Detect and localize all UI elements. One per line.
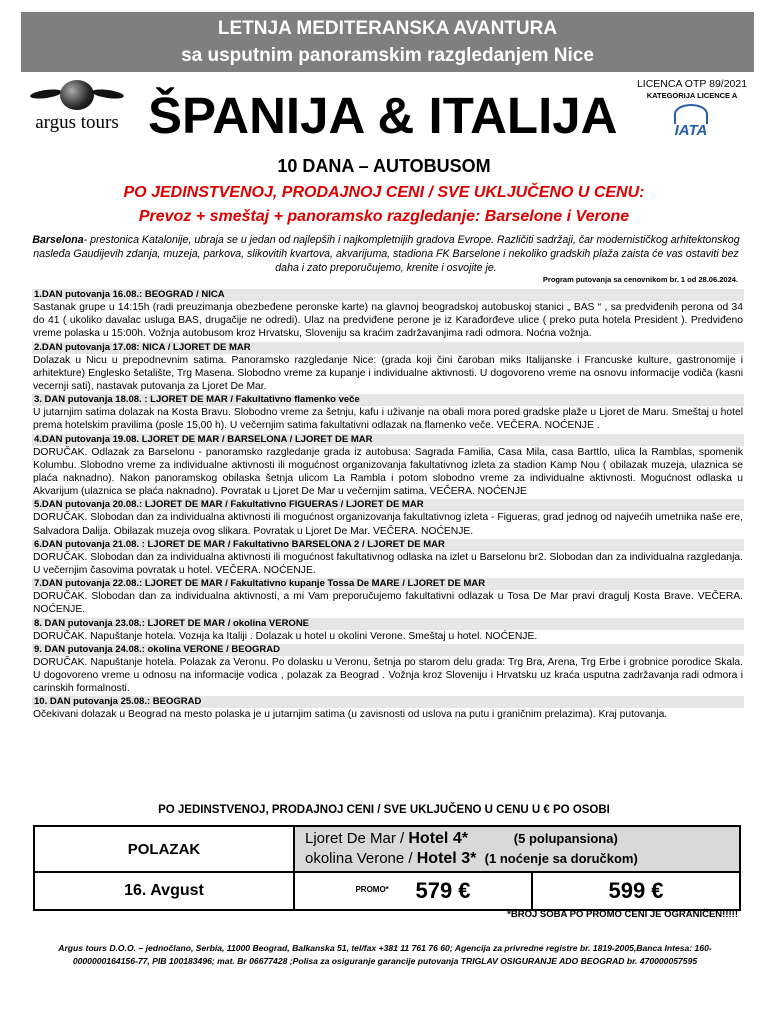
- regular-price: 599 €: [608, 878, 664, 903]
- logo-brand-text: argus tours: [35, 112, 119, 133]
- intro-paragraph: [32, 233, 740, 275]
- day-10-title: 10. DAN putovanja 25.08.: BEOGRAD: [32, 696, 744, 708]
- hotel-2-board: (1 noćenje sa doručkom): [484, 851, 638, 866]
- day-8-text: DORUČAK. Napuštanje hotela. Vozнja ka Italiji . Dolazak u hotel u okolini Verone. Smeštaj u hotel. NOĆENJE.: [33, 630, 538, 642]
- day-7-text: DORUČAK. Slobodan dan za individualna aktivnosti, a mi Vam preporučujemo fakultativni odlazak u Tosa De Mar pravi dragulj Kosta Brave. VEČERA. NOĆENJE.: [33, 591, 743, 616]
- banner-line-1: LETNJA MEDITERANSKA AVANTURA: [217, 18, 558, 39]
- header-banner: [21, 12, 754, 72]
- day-6-text: DORUČAK. Slobodan dan za individualna aktivnosti ili mogućnost fakultativnog odlaska na izlet u Barselonu br2. Slobodan dan za individualna razgledanja. U večernjim časovima povratak u hotel. VEČERA. NOĆENJE.: [33, 551, 743, 577]
- day-9-text: DORUČAK. Napuštanje hotela. Polazak za Veronu. Po dolasku u Veronu, šetnja po starom delu grada: Trg Bra, Arena, Trg Erbe i grobnice porodice Skala. U dogovoreno vreme u odnosu na informacije vodica , polazak za Beograd . Vožnja kroz Sloveniju i Hrvatsku uz kraća usputna zadržavanja radi odmora i carinskih formalnosti.: [33, 656, 743, 695]
- intro-text: - prestonica Katalonije, ubraja se u jedan od najlepših i najkompletnijih gradova Evrope. Različiti sadržaji, čar modernističkog arhitektonskog nasleđa Gaudijevih zdanja, muzeja, parkova, slikovitih kvartova, akvarijuma, stadiona FK Barselone i nekoliko gradskih plaža zaista će vas ostaviti bez daha i zato preporučujemo, krenite i osvojite je.: [33, 234, 740, 274]
- hotel-2-name: Hotel 3*: [416, 850, 477, 867]
- day-3-title: 3. DAN putovanja 18.08. : LJORET DE MAR / Fakultativno flamenko veče: [32, 394, 744, 406]
- hotel-1: [305, 829, 739, 849]
- price-heading: PO JEDINSTVENOJ, PRODAJNOJ CENI / SVE UKLJUČENO U CENU U € PO OSOBI: [158, 804, 610, 816]
- promo-label: PROMO*: [355, 885, 389, 894]
- hotel-1-name: Hotel 4*: [408, 830, 468, 847]
- license-category: KATEGORIJA LICENCE A: [646, 91, 738, 100]
- price-table: [33, 825, 741, 911]
- day-1-title: 1.DAN putovanja 16.08.: BEOGRAD / NICA: [32, 289, 744, 301]
- logo-wing-left: [30, 88, 63, 100]
- day-1-text: Sastanak grupe u 14:15h (radi preuzimanja obezbeđene peronske karte) na glavnoj beogradskoj autobuskoj stanici „ BAS “ , sa predviđenih perona od 34 do 41 ( ukoliko davalac usluga BAS, drugačije ne odredi). Ulaz na predviđene perone je iz Karađorđeve ulice ( preko puta hotela President ). Predviđeno vreme polaska u 15:00h. Vožnja autobusom kroz Hrvatsku, Sloveniju sa kraćim zadržavanjima radi odmora. Noćna vožnja.: [33, 302, 743, 340]
- license-number: LICENCA OTP 89/2021: [636, 78, 748, 90]
- departure-header: POLAZAK: [34, 826, 294, 872]
- day-6-title: 6.DAN putovanja 21.08. : LJORET DE MAR / Fakultativno BARSELONA 2 / LJORET DE MAR: [32, 539, 744, 551]
- trip-duration: 10 DANA – AUTOBUSOM: [277, 156, 491, 176]
- company-footer: Argus tours D.O.O. – jednočlano, Serbia, 11000 Beograd, Balkanska 51, tel/fax +381 11 761 76 60; Agencija za privredne registre br. 1819-2005,Banca Intesa: 160-0000000164156-77, PIB 100183496; mat. Br 06677428 ;Polisa za osiguranje garancije putovanja TRIGLAV OSIGURANJE ADO BEOGRAD br. 470000057595: [58, 943, 712, 966]
- page-title: ŠPANIJA & ITALIJA: [148, 87, 618, 144]
- day-7-title: 7.DAN putovanja 22.08.: LJORET DE MAR / Fakultativno kupanje Tossa De MARE / LJORET DE MAR: [32, 578, 744, 590]
- regular-price-cell: [532, 872, 740, 910]
- argus-tours-logo: [22, 76, 132, 136]
- rooms-limited-note: *BROJ SOBA PO PROMO CENI JE OGRANIČEN!!!!!: [507, 909, 738, 920]
- banner-line-2: sa usputnim panoramskim razgledanjem Nice: [181, 45, 594, 66]
- day-9-title: 9. DAN putovanja 24.08.: okolina VERONE / BEOGRAD: [32, 644, 744, 656]
- intro-bold: Barselona: [32, 234, 84, 246]
- iata-globe-icon: [674, 104, 708, 124]
- day-4-text: DORUČAK. Odlazak za Barselonu - panoramsko razgledanje grada iz autobusa: Sagrada Familia, Casa Mila, casa Barttlo, ulica la Ramblas, spomenik Kolumbu. Slobodno vreme za individualne aktivnosti ili mogućnost organizovanja fakultativnog izleta za stadion Kamp Nou ( obilazak muzeja, ulaznica se plaća naknadno). Nakon panoramskog obilaska šetnja ulicom La Rambla i potom slobodno vreme za individualne aktivnosti. Mogućnost odlaska u Akvarijum (ulaznica se plaća naknadno). Povratak u Ljoret De Mar u večernjim satima. VEČERA. NOĆENJE: [33, 446, 743, 498]
- day-2-title: 2.DAN putovanja 17.08: NICA / LJORET DE MAR: [32, 342, 744, 354]
- hotel-1-board: (5 polupansiona): [513, 831, 618, 846]
- license-info: [632, 78, 752, 102]
- day-4-title: 4.DAN putovanja 19.08. LJORET DE MAR / BARSELONA / LJORET DE MAR: [32, 434, 744, 446]
- iata-text: IATA: [674, 122, 708, 139]
- hotel-1-place: Ljoret De Mar /: [305, 830, 409, 847]
- day-2-text: Dolazak u Nicu u prepodnevnim satima. Panoramsko razgledanje Nice: (grada koji čini čaroban miks Italijanske i Francuske kulture, gastronomije i arhitekture) Englesko šetalište, Trg Masena. Slobodno vreme za kupanje i individualne aktivnosti. U dogovoreno vreme na osnovu informacije vodiča (kasni vecernji sati), nastavak putovanja za Ljoret De Mar.: [33, 354, 743, 393]
- day-8-title: 8. DAN putovanja 23.08.: LJORET DE MAR / okolina VERONE: [32, 618, 744, 630]
- itinerary: [32, 288, 744, 722]
- hotel-2: [305, 849, 739, 869]
- departure-date: 16. Avgust: [34, 872, 294, 910]
- hotel-2-place: okolina Verone /: [305, 850, 417, 867]
- day-5-text: DORUČAK. Slobodan dan za individualna aktivnosti ili mogućnost organizovanja fakultativnog izleta - Figueras, grad jednog od najvećih umetnika naše ere, Salvadora Dalija. Obilazak muzeja ovog slikara. Povratak u Ljoret De Mar. VEČERA. NOĆENJE.: [33, 512, 743, 537]
- day-10-text: Očekivani dolazak u Beograd na mesto polaska je u jutarnjim satima (u zavisnosti od uslova na putu i graničnim prelazima). Kraj putovanja.: [33, 709, 668, 721]
- iata-logo: [660, 104, 722, 138]
- logo-wing-right: [92, 88, 125, 100]
- hotel-info-cell: [294, 826, 740, 872]
- day-3-text: U jutarnjim satima dolazak na Kosta Bravu. Slobodno vreme za šetnju, kafu i uživanje na obali mora pored gradske plaže u Ljoret de Maru. Smeštaj u hotel prema hotelskim pravilima (posle 15,00 h). U večernjim satima fakultativni odlazak na flamenko veče. VEČERA. NOĆENJE .: [33, 407, 743, 432]
- promo-line: PO JEDINSTVENOJ, PRODAJNOJ CENI / SVE UKLJUČENO U CENU:: [123, 184, 645, 201]
- logo-globe: [60, 80, 94, 110]
- promo-price: 579 €: [415, 878, 471, 903]
- day-5-title: 5.DAN putovanja 20.08.: LJORET DE MAR / Fakultativno FIGUERAS / LJORET DE MAR: [32, 499, 744, 511]
- includes-line: Prevoz + smeštaj + panoramsko razgledanje: Barselone i Verone: [138, 208, 630, 225]
- program-note: Program putovanja sa cenovnikom br. 1 od 28.06.2024.: [542, 275, 738, 284]
- promo-price-cell: [294, 872, 532, 910]
